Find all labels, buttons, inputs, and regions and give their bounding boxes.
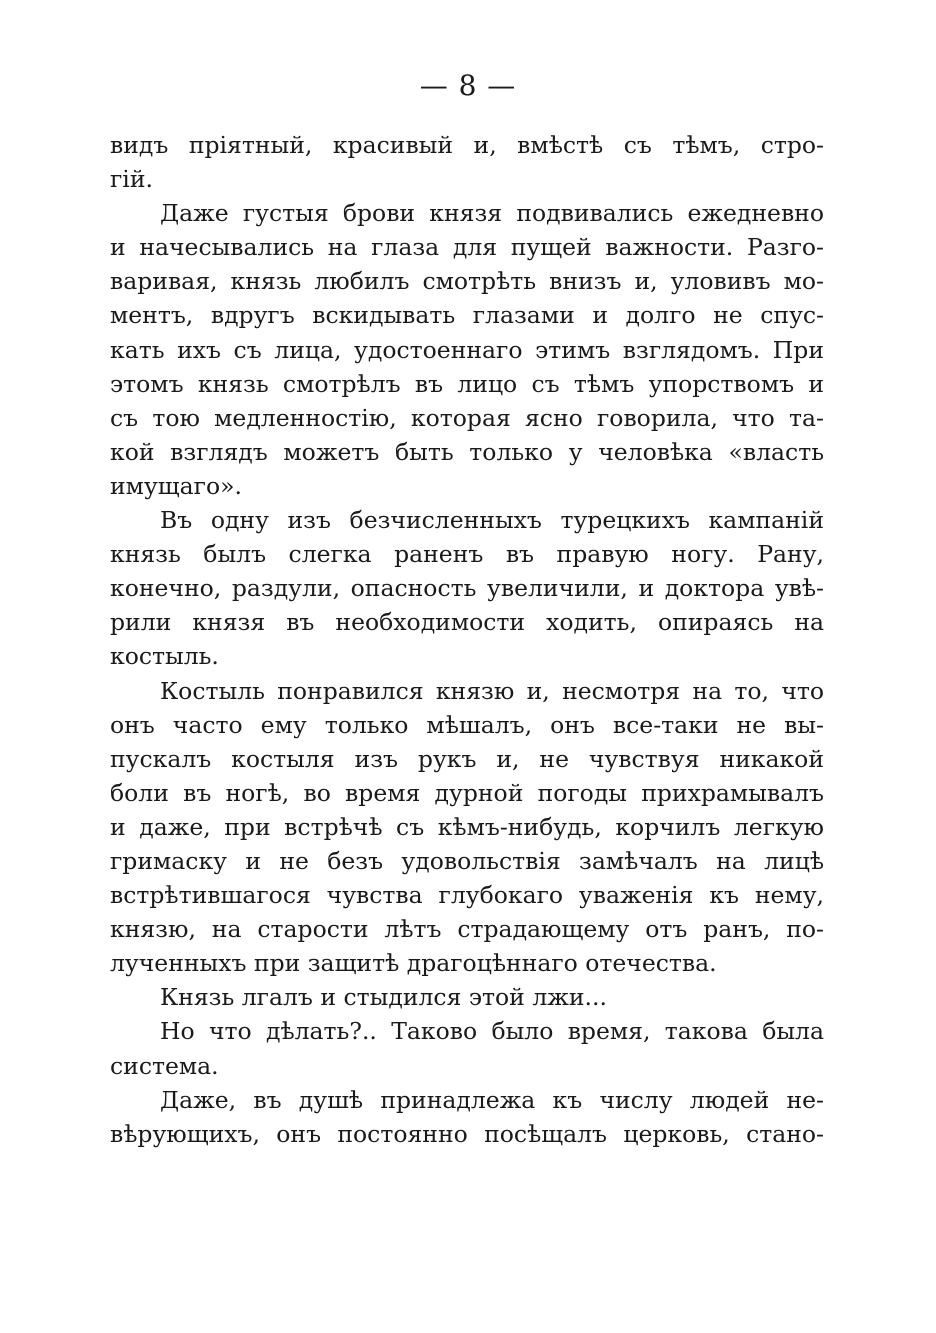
text-line: рили князя въ необходимости ходить, опираясь на (110, 608, 824, 637)
text-line: и даже, при встрѣчѣ съ кѣмъ-нибудь, корчилъ легкую (110, 812, 824, 841)
paragraph-2 (110, 196, 824, 503)
text-line: костыль. (110, 642, 219, 671)
text-line: встрѣтившагося чувства глубокаго уваженія къ нему, (110, 881, 824, 910)
text-line: князь былъ слегка раненъ въ правую ногу. Рану, (110, 540, 824, 569)
paragraph-3 (110, 503, 824, 673)
text-line: варивая, князь любилъ смотрѣть внизъ и, уловивъ мо- (110, 267, 824, 296)
text-line: кой взглядъ можетъ быть только у человѣка «власть (110, 437, 824, 466)
page-number: — 8 — (419, 69, 517, 102)
text-line: Даже, въ душѣ принадлежа къ числу людей не- (160, 1085, 824, 1114)
text-line: Костыль понравился князю и, несмотря на то, что (160, 676, 824, 705)
text-body (110, 128, 824, 1151)
text-line: гримаску и не безъ удовольствія замѣчалъ на лицѣ (110, 846, 824, 875)
text-line: Князь лгалъ и стыдился этой лжи... (160, 983, 607, 1012)
text-line: и начесывались на глаза для пущей важности. Разго- (110, 233, 824, 262)
paragraph-4 (110, 674, 824, 981)
text-line: гій. (110, 165, 153, 194)
text-line: Даже густыя брови князя подвивались ежедневно (160, 199, 824, 228)
text-line: боли въ ногѣ, во время дурной погоды прихрамывалъ (110, 778, 824, 807)
text-line: имущаго». (110, 471, 242, 500)
text-line: князю, на старости лѣтъ страдающему отъ ранъ, по- (110, 915, 824, 944)
text-line: видъ пріятный, красивый и, вмѣстѣ съ тѣмъ, стро- (110, 131, 824, 159)
text-line: съ тою медленностію, которая ясно говорила, что та- (110, 403, 824, 432)
text-line: этомъ князь смотрѣлъ въ лицо съ тѣмъ упорствомъ и (110, 369, 824, 398)
text-line: онъ часто ему только мѣшалъ, онъ все-таки не вы- (110, 710, 824, 739)
text-line: вѣрующихъ, онъ постоянно посѣщалъ церковь, стано- (110, 1119, 824, 1148)
text-line: система. (110, 1051, 219, 1080)
text-line: ментъ, вдругъ вскидывать глазами и долго не спус- (110, 301, 824, 330)
paragraph-7 (110, 1083, 824, 1151)
text-line: конечно, раздули, опасность увеличили, и доктора увѣ- (110, 574, 824, 603)
text-line: кать ихъ съ лица, удостоеннаго этимъ взглядомъ. При (110, 335, 824, 364)
paragraph-5 (110, 980, 824, 1014)
text-line: Въ одну изъ безчисленныхъ турецкихъ кампаній (160, 506, 824, 535)
text-line: лученныхъ при защитѣ драгоцѣннаго отечества. (110, 949, 717, 978)
paragraph-6 (110, 1014, 824, 1082)
paragraph-1 (110, 128, 824, 196)
text-line: Но что дѣлать?.. Таково было время, такова была (160, 1017, 824, 1046)
text-line: пускалъ костыля изъ рукъ и, не чувствуя никакой (110, 744, 824, 773)
